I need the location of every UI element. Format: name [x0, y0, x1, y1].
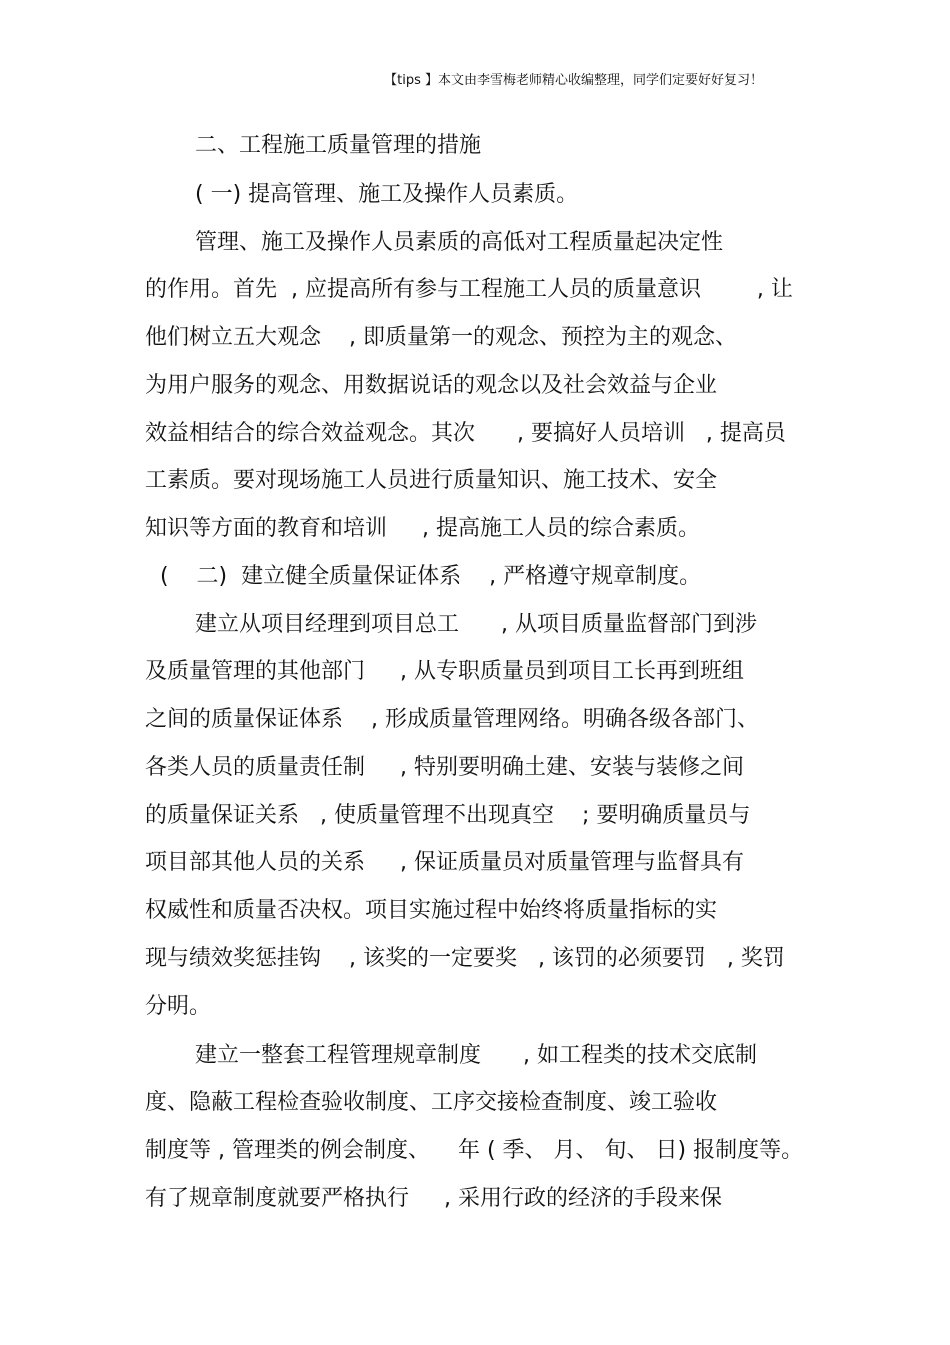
section-heading: 二、工程施工质量管理的措施 — [195, 133, 482, 158]
paragraph-line: 现与绩效奖惩挂钩 , 该奖的一定要奖 , 该罚的必须要罚 , 奖罚 — [145, 946, 785, 971]
paragraph-line: 效益相结合的综合效益观念。其次 , 要搞好人员培训 , 提高员 — [145, 421, 786, 446]
paragraph-line: 权威性和质量否决权。项目实施过程中始终将质量指标的实 — [145, 898, 718, 923]
paragraph-line: 建立一整套工程管理规章制度 , 如工程类的技术交底制 — [195, 1043, 757, 1068]
paragraph-line: 的作用。首先 , 应提高所有参与工程施工人员的质量意识 , 让 — [145, 277, 793, 302]
paragraph-line: 有了规章制度就要严格执行 , 采用行政的经济的手段来保 — [145, 1186, 722, 1211]
paragraph-line: 知识等方面的教育和培训 , 提高施工人员的综合素质。 — [145, 516, 700, 541]
paragraph-line: 之间的质量保证体系 , 形成质量管理网络。明确各级各部门、 — [145, 707, 759, 732]
paragraph-line: 为用户服务的观念、用数据说话的观念以及社会效益与企业 — [145, 373, 718, 398]
paragraph-line: 的质量保证关系 , 使质量管理不出现真空 ; 要明确质量员与 — [145, 803, 751, 828]
paragraph-line: 管理、施工及操作人员素质的高低对工程质量起决定性 — [195, 230, 724, 255]
header-tips: 【tips 】本文由李雪梅老师精心收编整理，同学们定要好好复习！ — [384, 73, 763, 88]
paragraph-line: 度、隐蔽工程检查验收制度、工序交接检查制度、竣工验收 — [145, 1090, 718, 1115]
paragraph-line: 他们树立五大观念 , 即质量第一的观念、预控为主的观念、 — [145, 325, 737, 350]
subsection-heading: ( 二) 建立健全质量保证体系 , 严格遵守规章制度。 — [160, 564, 702, 589]
paragraph-line: 制度等 , 管理类的例会制度、 年 ( 季、 月、 旬、 日) 报制度等。 — [145, 1138, 804, 1163]
paragraph-line: 项目部其他人员的关系 , 保证质量员对质量管理与监督具有 — [145, 850, 744, 875]
paragraph-line: 建立从项目经理到项目总工 , 从项目质量监督部门到涉 — [195, 612, 757, 637]
subsection-heading: ( 一) 提高管理、施工及操作人员素质。 — [195, 182, 579, 207]
paragraph-line: 各类人员的质量责任制 , 特别要明确土建、安装与装修之间 — [145, 755, 744, 780]
paragraph-line: 及质量管理的其他部门 , 从专职质量员到项目工长再到班组 — [145, 659, 744, 684]
paragraph-line: 工素质。要对现场施工人员进行质量知识、施工技术、安全 — [145, 468, 718, 493]
paragraph-line: 分明。 — [145, 994, 212, 1019]
